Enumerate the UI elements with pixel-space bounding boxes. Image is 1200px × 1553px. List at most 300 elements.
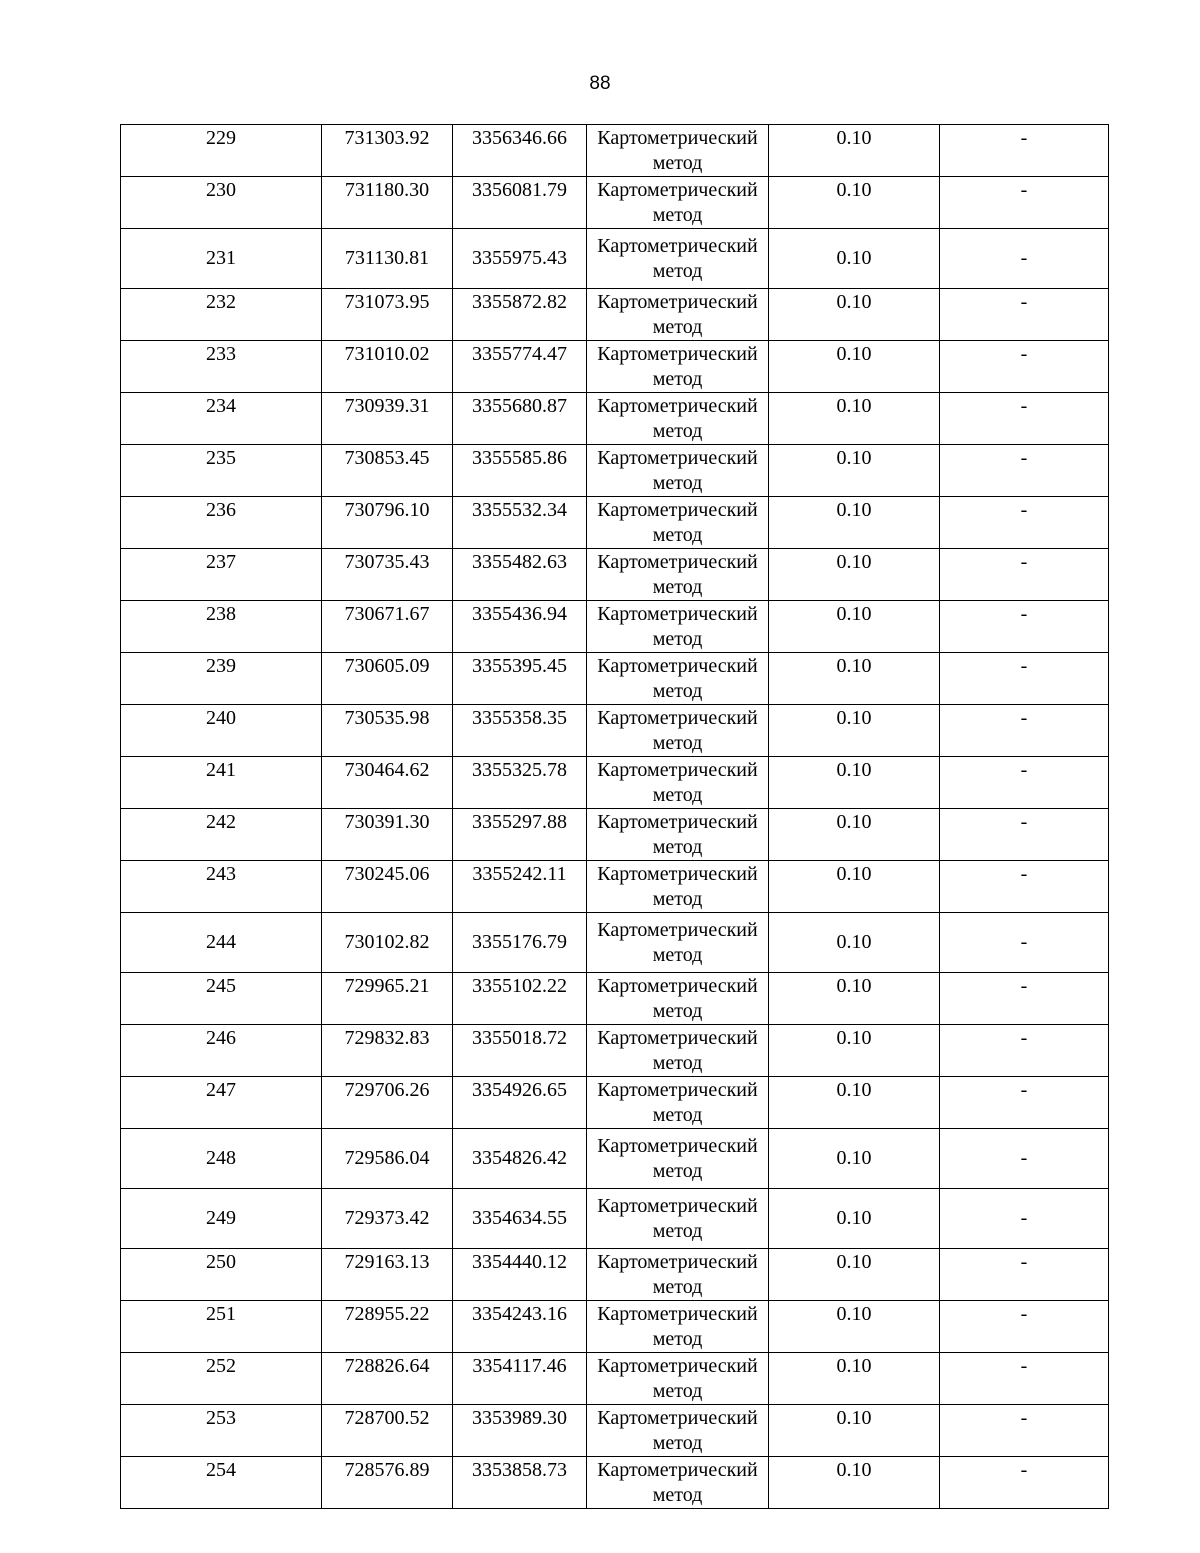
table-row — [121, 757, 1109, 809]
table-row — [121, 809, 1109, 861]
note-cell — [940, 1301, 1109, 1353]
note-cell — [940, 809, 1109, 861]
note: - — [1020, 343, 1028, 365]
y-coordinate: 3354634.55 — [472, 1207, 567, 1229]
table-row — [121, 1457, 1109, 1509]
note-cell — [940, 1189, 1109, 1249]
accuracy: 0.10 — [836, 1407, 872, 1429]
note-cell — [940, 913, 1109, 973]
method: Картометрический метод — [597, 603, 758, 650]
table-row — [121, 549, 1109, 601]
note: - — [1020, 551, 1028, 573]
y-coordinate: 3355102.22 — [472, 975, 567, 997]
note-cell — [940, 549, 1109, 601]
method: Картометрический метод — [597, 551, 758, 598]
method-cell — [587, 229, 769, 289]
note-cell — [940, 393, 1109, 445]
note: - — [1020, 863, 1028, 885]
point-number: 242 — [206, 811, 236, 833]
table-row — [121, 1129, 1109, 1189]
accuracy-cell — [769, 1457, 940, 1509]
table-row — [121, 445, 1109, 497]
y-coordinate-cell — [453, 653, 587, 705]
accuracy: 0.10 — [836, 603, 872, 625]
y-coordinate-cell — [453, 601, 587, 653]
y-coordinate-cell — [453, 229, 587, 289]
x-coordinate-cell — [322, 653, 453, 705]
accuracy-cell — [769, 229, 940, 289]
method-cell — [587, 653, 769, 705]
x-coordinate: 731303.92 — [344, 127, 430, 149]
y-coordinate: 3354926.65 — [472, 1079, 567, 1101]
table-row — [121, 497, 1109, 549]
y-coordinate: 3354440.12 — [472, 1251, 567, 1273]
note: - — [1020, 291, 1028, 313]
accuracy: 0.10 — [836, 247, 872, 269]
y-coordinate: 3355482.63 — [472, 551, 567, 573]
point-number: 230 — [206, 179, 236, 201]
y-coordinate: 3355975.43 — [472, 247, 567, 269]
method: Картометрический метод — [597, 759, 758, 806]
accuracy-cell — [769, 445, 940, 497]
y-coordinate-cell — [453, 341, 587, 393]
y-coordinate: 3355774.47 — [472, 343, 567, 365]
table-row — [121, 1249, 1109, 1301]
accuracy: 0.10 — [836, 1303, 872, 1325]
accuracy-cell — [769, 177, 940, 229]
x-coordinate: 730796.10 — [344, 499, 430, 521]
note: - — [1020, 1355, 1028, 1377]
accuracy: 0.10 — [836, 291, 872, 313]
y-coordinate-cell — [453, 705, 587, 757]
x-coordinate: 731010.02 — [344, 343, 430, 365]
point-number-cell — [121, 601, 322, 653]
note: - — [1020, 247, 1028, 269]
point-number: 235 — [206, 447, 236, 469]
y-coordinate-cell — [453, 1189, 587, 1249]
y-coordinate-cell — [453, 125, 587, 177]
note: - — [1020, 1303, 1028, 1325]
y-coordinate-cell — [453, 1301, 587, 1353]
x-coordinate: 729586.04 — [344, 1147, 430, 1169]
method-cell — [587, 705, 769, 757]
y-coordinate: 3355436.94 — [472, 603, 567, 625]
point-number-cell — [121, 1301, 322, 1353]
note-cell — [940, 653, 1109, 705]
y-coordinate: 3355358.35 — [472, 707, 567, 729]
x-coordinate-cell — [322, 973, 453, 1025]
point-number-cell — [121, 1025, 322, 1077]
accuracy-cell — [769, 1189, 940, 1249]
method-cell — [587, 1301, 769, 1353]
x-coordinate: 729832.83 — [344, 1027, 430, 1049]
method: Картометрический метод — [597, 1459, 758, 1506]
x-coordinate-cell — [322, 1077, 453, 1129]
accuracy-cell — [769, 1353, 940, 1405]
accuracy-cell — [769, 549, 940, 601]
method: Картометрический метод — [597, 863, 758, 910]
y-coordinate-cell — [453, 1405, 587, 1457]
coordinates-table-body — [121, 125, 1109, 1509]
accuracy: 0.10 — [836, 447, 872, 469]
method: Картометрический метод — [597, 1134, 758, 1182]
y-coordinate: 3356346.66 — [472, 127, 567, 149]
method-cell — [587, 549, 769, 601]
point-number: 233 — [206, 343, 236, 365]
note-cell — [940, 861, 1109, 913]
y-coordinate: 3355395.45 — [472, 655, 567, 677]
accuracy: 0.10 — [836, 551, 872, 573]
y-coordinate: 3355018.72 — [472, 1027, 567, 1049]
accuracy: 0.10 — [836, 655, 872, 677]
table-row — [121, 653, 1109, 705]
y-coordinate: 3353858.73 — [472, 1459, 567, 1481]
y-coordinate: 3355532.34 — [472, 499, 567, 521]
point-number: 245 — [206, 975, 236, 997]
x-coordinate: 730535.98 — [344, 707, 430, 729]
x-coordinate-cell — [322, 1457, 453, 1509]
y-coordinate: 3355585.86 — [472, 447, 567, 469]
x-coordinate: 728576.89 — [344, 1459, 430, 1481]
x-coordinate: 730102.82 — [344, 931, 430, 953]
table-row — [121, 125, 1109, 177]
page-number: 88 — [589, 73, 611, 94]
table-row — [121, 341, 1109, 393]
note: - — [1020, 1251, 1028, 1273]
point-number-cell — [121, 973, 322, 1025]
point-number: 243 — [206, 863, 236, 885]
x-coordinate-cell — [322, 341, 453, 393]
method: Картометрический метод — [597, 918, 758, 966]
note: - — [1020, 975, 1028, 997]
y-coordinate-cell — [453, 1457, 587, 1509]
note-cell — [940, 125, 1109, 177]
x-coordinate: 730605.09 — [344, 655, 430, 677]
method-cell — [587, 757, 769, 809]
method: Картометрический метод — [597, 1407, 758, 1454]
y-coordinate-cell — [453, 1025, 587, 1077]
method: Картометрический метод — [597, 1027, 758, 1074]
x-coordinate: 731130.81 — [344, 247, 430, 269]
y-coordinate-cell — [453, 809, 587, 861]
note-cell — [940, 1249, 1109, 1301]
accuracy: 0.10 — [836, 975, 872, 997]
method: Картометрический метод — [597, 655, 758, 702]
x-coordinate: 728826.64 — [344, 1355, 430, 1377]
x-coordinate-cell — [322, 289, 453, 341]
note-cell — [940, 1353, 1109, 1405]
accuracy: 0.10 — [836, 127, 872, 149]
method-cell — [587, 393, 769, 445]
method: Картометрический метод — [597, 1079, 758, 1126]
point-number: 231 — [206, 247, 236, 269]
point-number: 239 — [206, 655, 236, 677]
point-number-cell — [121, 705, 322, 757]
y-coordinate-cell — [453, 549, 587, 601]
accuracy-cell — [769, 289, 940, 341]
accuracy-cell — [769, 913, 940, 973]
table-row — [121, 177, 1109, 229]
method: Картометрический метод — [597, 499, 758, 546]
accuracy: 0.10 — [836, 759, 872, 781]
note-cell — [940, 341, 1109, 393]
point-number-cell — [121, 549, 322, 601]
point-number-cell — [121, 809, 322, 861]
note: - — [1020, 1027, 1028, 1049]
accuracy: 0.10 — [836, 1251, 872, 1273]
accuracy: 0.10 — [836, 707, 872, 729]
x-coordinate-cell — [322, 1405, 453, 1457]
note-cell — [940, 757, 1109, 809]
x-coordinate-cell — [322, 393, 453, 445]
x-coordinate-cell — [322, 1129, 453, 1189]
accuracy: 0.10 — [836, 499, 872, 521]
x-coordinate: 730671.67 — [344, 603, 430, 625]
accuracy-cell — [769, 341, 940, 393]
point-number: 232 — [206, 291, 236, 313]
point-number: 247 — [206, 1079, 236, 1101]
note: - — [1020, 931, 1028, 953]
point-number-cell — [121, 341, 322, 393]
y-coordinate-cell — [453, 1249, 587, 1301]
y-coordinate-cell — [453, 1353, 587, 1405]
accuracy: 0.10 — [836, 179, 872, 201]
table-row — [121, 913, 1109, 973]
accuracy: 0.10 — [836, 931, 872, 953]
y-coordinate-cell — [453, 445, 587, 497]
method-cell — [587, 497, 769, 549]
note-cell — [940, 229, 1109, 289]
accuracy-cell — [769, 973, 940, 1025]
method-cell — [587, 861, 769, 913]
method: Картометрический метод — [597, 234, 758, 282]
method-cell — [587, 1077, 769, 1129]
note-cell — [940, 601, 1109, 653]
x-coordinate-cell — [322, 913, 453, 973]
x-coordinate: 729965.21 — [344, 975, 430, 997]
x-coordinate-cell — [322, 125, 453, 177]
accuracy-cell — [769, 653, 940, 705]
x-coordinate-cell — [322, 1249, 453, 1301]
method: Картометрический метод — [597, 1355, 758, 1402]
point-number-cell — [121, 445, 322, 497]
method-cell — [587, 973, 769, 1025]
note: - — [1020, 707, 1028, 729]
note-cell — [940, 1129, 1109, 1189]
point-number: 229 — [206, 127, 236, 149]
x-coordinate: 728700.52 — [344, 1407, 430, 1429]
accuracy: 0.10 — [836, 1027, 872, 1049]
accuracy-cell — [769, 125, 940, 177]
y-coordinate: 3355325.78 — [472, 759, 567, 781]
note-cell — [940, 973, 1109, 1025]
note-cell — [940, 445, 1109, 497]
accuracy: 0.10 — [836, 1147, 872, 1169]
x-coordinate: 729163.13 — [344, 1251, 430, 1273]
x-coordinate: 731073.95 — [344, 291, 430, 313]
method-cell — [587, 601, 769, 653]
point-number-cell — [121, 125, 322, 177]
note-cell — [940, 1077, 1109, 1129]
method: Картометрический метод — [597, 179, 758, 226]
method-cell — [587, 289, 769, 341]
point-number-cell — [121, 1129, 322, 1189]
point-number-cell — [121, 229, 322, 289]
note-cell — [940, 1457, 1109, 1509]
method-cell — [587, 1129, 769, 1189]
accuracy: 0.10 — [836, 1079, 872, 1101]
method-cell — [587, 1025, 769, 1077]
method: Картометрический метод — [597, 291, 758, 338]
x-coordinate: 730735.43 — [344, 551, 430, 573]
method: Картометрический метод — [597, 447, 758, 494]
x-coordinate: 728955.22 — [344, 1303, 430, 1325]
note-cell — [940, 1405, 1109, 1457]
x-coordinate-cell — [322, 757, 453, 809]
method-cell — [587, 1405, 769, 1457]
accuracy-cell — [769, 393, 940, 445]
table-row — [121, 1405, 1109, 1457]
method-cell — [587, 125, 769, 177]
y-coordinate-cell — [453, 913, 587, 973]
point-number-cell — [121, 177, 322, 229]
accuracy: 0.10 — [836, 1355, 872, 1377]
x-coordinate-cell — [322, 1353, 453, 1405]
accuracy: 0.10 — [836, 395, 872, 417]
note: - — [1020, 447, 1028, 469]
x-coordinate-cell — [322, 177, 453, 229]
table-row — [121, 1301, 1109, 1353]
y-coordinate: 3354117.46 — [472, 1355, 567, 1377]
accuracy-cell — [769, 497, 940, 549]
point-number-cell — [121, 1077, 322, 1129]
point-number-cell — [121, 1457, 322, 1509]
accuracy-cell — [769, 861, 940, 913]
point-number: 251 — [206, 1303, 236, 1325]
table-row — [121, 973, 1109, 1025]
point-number-cell — [121, 913, 322, 973]
x-coordinate-cell — [322, 445, 453, 497]
method-cell — [587, 1353, 769, 1405]
method: Картометрический метод — [597, 395, 758, 442]
point-number: 244 — [206, 931, 236, 953]
point-number: 237 — [206, 551, 236, 573]
accuracy: 0.10 — [836, 1459, 872, 1481]
point-number: 238 — [206, 603, 236, 625]
point-number: 241 — [206, 759, 236, 781]
point-number: 246 — [206, 1027, 236, 1049]
accuracy: 0.10 — [836, 1207, 872, 1229]
x-coordinate-cell — [322, 229, 453, 289]
x-coordinate: 730391.30 — [344, 811, 430, 833]
note: - — [1020, 127, 1028, 149]
accuracy-cell — [769, 1025, 940, 1077]
note: - — [1020, 603, 1028, 625]
method: Картометрический метод — [597, 343, 758, 390]
note: - — [1020, 1079, 1028, 1101]
point-number: 248 — [206, 1147, 236, 1169]
method-cell — [587, 1189, 769, 1249]
y-coordinate: 3355680.87 — [472, 395, 567, 417]
point-number: 240 — [206, 707, 236, 729]
y-coordinate-cell — [453, 497, 587, 549]
accuracy-cell — [769, 1405, 940, 1457]
point-number: 249 — [206, 1207, 236, 1229]
x-coordinate: 730464.62 — [344, 759, 430, 781]
method: Картометрический метод — [597, 975, 758, 1022]
table-row — [121, 861, 1109, 913]
accuracy-cell — [769, 705, 940, 757]
y-coordinate-cell — [453, 177, 587, 229]
point-number: 252 — [206, 1355, 236, 1377]
note: - — [1020, 499, 1028, 521]
y-coordinate-cell — [453, 289, 587, 341]
method: Картометрический метод — [597, 1194, 758, 1242]
note-cell — [940, 177, 1109, 229]
note: - — [1020, 395, 1028, 417]
method-cell — [587, 1457, 769, 1509]
x-coordinate-cell — [322, 497, 453, 549]
y-coordinate-cell — [453, 1129, 587, 1189]
accuracy-cell — [769, 809, 940, 861]
x-coordinate: 729706.26 — [344, 1079, 430, 1101]
y-coordinate: 3353989.30 — [472, 1407, 567, 1429]
method: Картометрический метод — [597, 127, 758, 174]
y-coordinate: 3354243.16 — [472, 1303, 567, 1325]
y-coordinate: 3355872.82 — [472, 291, 567, 313]
note: - — [1020, 811, 1028, 833]
x-coordinate: 731180.30 — [344, 179, 430, 201]
x-coordinate-cell — [322, 1301, 453, 1353]
point-number-cell — [121, 289, 322, 341]
y-coordinate: 3355242.11 — [472, 863, 567, 885]
method-cell — [587, 177, 769, 229]
y-coordinate-cell — [453, 973, 587, 1025]
y-coordinate: 3356081.79 — [472, 179, 567, 201]
table-row — [121, 1025, 1109, 1077]
table-row — [121, 289, 1109, 341]
point-number-cell — [121, 497, 322, 549]
note: - — [1020, 1207, 1028, 1229]
x-coordinate-cell — [322, 601, 453, 653]
y-coordinate-cell — [453, 1077, 587, 1129]
table-row — [121, 1077, 1109, 1129]
point-number-cell — [121, 757, 322, 809]
coordinates-table — [120, 124, 1109, 1509]
note-cell — [940, 705, 1109, 757]
accuracy: 0.10 — [836, 811, 872, 833]
table-row — [121, 601, 1109, 653]
x-coordinate: 730245.06 — [344, 863, 430, 885]
method-cell — [587, 809, 769, 861]
method: Картометрический метод — [597, 1303, 758, 1350]
point-number-cell — [121, 1353, 322, 1405]
note: - — [1020, 1147, 1028, 1169]
accuracy: 0.10 — [836, 343, 872, 365]
x-coordinate: 730939.31 — [344, 395, 430, 417]
x-coordinate-cell — [322, 1189, 453, 1249]
accuracy-cell — [769, 1077, 940, 1129]
point-number-cell — [121, 653, 322, 705]
method-cell — [587, 445, 769, 497]
y-coordinate: 3355176.79 — [472, 931, 567, 953]
accuracy-cell — [769, 1249, 940, 1301]
note: - — [1020, 759, 1028, 781]
x-coordinate-cell — [322, 809, 453, 861]
point-number-cell — [121, 393, 322, 445]
point-number: 250 — [206, 1251, 236, 1273]
point-number: 253 — [206, 1407, 236, 1429]
